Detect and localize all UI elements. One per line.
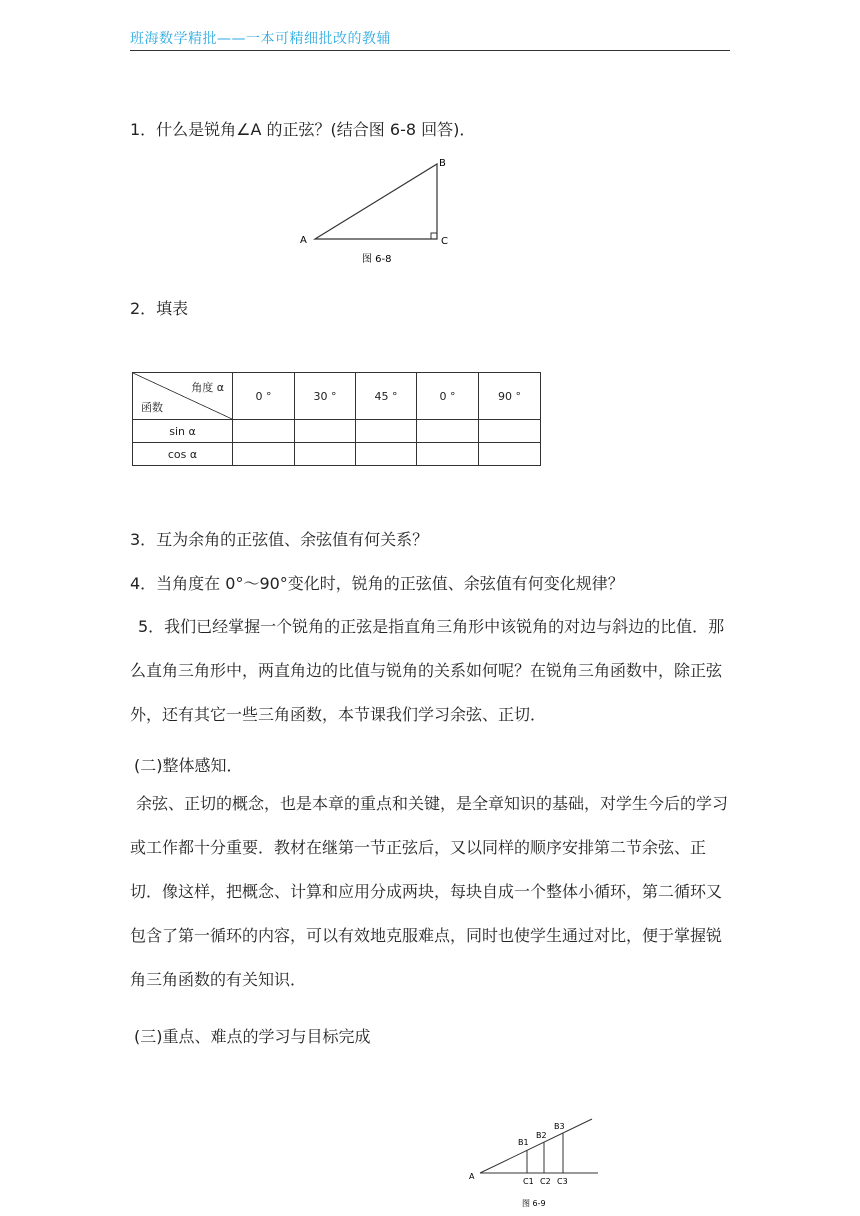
section-2-heading: (二)整体感知．: [134, 756, 243, 775]
table-header-cell: 45 °: [356, 373, 417, 420]
figure-caption: 图 6-8: [362, 254, 392, 265]
question-3: 3．互为余角的正弦值、余弦值有何关系？: [130, 530, 429, 549]
row-label: sin α: [133, 420, 233, 443]
table-header-cell: 0 °: [233, 373, 295, 420]
table-corner-cell: [133, 373, 233, 420]
question-5: 5．我们已经掌握一个锐角的正弦是指直角三角形中该锐角的对边与斜边的比值．那么直角三角形中，两直角边的比值与锐角的关系如何呢？在锐角三角函数中，除正弦外，还有其它一些三角函数，本节课我们学习余弦、正切．: [130, 617, 725, 724]
corner-function-label: 函数: [141, 401, 163, 414]
point-b2-label: B2: [536, 1131, 547, 1140]
table-row: [133, 443, 541, 466]
answer-cell[interactable]: [417, 420, 479, 443]
answer-cell[interactable]: [356, 443, 417, 466]
table-header-cell: 30 °: [295, 373, 356, 420]
corner-angle-label: 角度 α: [191, 381, 224, 394]
point-b1-label: B1: [518, 1138, 529, 1147]
vertex-c-label: C: [441, 236, 448, 247]
question-1: 1．什么是锐角∠A 的正弦？(结合图 6-8 回答)．: [130, 120, 476, 139]
section-2-body: 余弦、正切的概念，也是本章的重点和关键，是全章知识的基础，对学生今后的学习或工作都十分重要．教材在继第一节正弦后，又以同样的顺序安排第二节余弦、正切．像这样，把概念、计算和应用分成两块，每块自成一个整体小循环，第二循环又包含了第一循环的内容，可以有效地克服难点，同时也使学生通过对比，便于掌握锐角三角函数的有关知识．: [130, 794, 729, 989]
answer-cell[interactable]: [295, 443, 356, 466]
answer-cell[interactable]: [356, 420, 417, 443]
header-title: 班海数学精批——一本可精细批改的教辅: [130, 31, 391, 47]
figure-6-8: [295, 152, 465, 270]
point-c2-label: C2: [540, 1177, 551, 1186]
page-header: [130, 28, 730, 51]
point-b3-label: B3: [554, 1122, 565, 1131]
question-4: 4．当角度在 0°～90°变化时，锐角的正弦值、余弦值有何变化规律？: [130, 574, 624, 593]
fill-table: [132, 372, 541, 466]
table-row: [133, 420, 541, 443]
table-header-cell: 0 °: [417, 373, 479, 420]
answer-cell[interactable]: [417, 443, 479, 466]
figure-caption: 图 6-9: [522, 1199, 546, 1208]
figure-6-9: [462, 1112, 608, 1212]
point-c1-label: C1: [523, 1177, 534, 1186]
row-label: cos α: [133, 443, 233, 466]
answer-cell[interactable]: [233, 443, 295, 466]
answer-cell[interactable]: [233, 420, 295, 443]
section-3-heading: (三)重点、难点的学习与目标完成: [134, 1027, 371, 1046]
point-c3-label: C3: [557, 1177, 568, 1186]
table-header-cell: 90 °: [479, 373, 541, 420]
answer-cell[interactable]: [295, 420, 356, 443]
answer-cell[interactable]: [479, 420, 541, 443]
vertex-b-label: B: [439, 158, 446, 169]
vertex-a-label: A: [300, 235, 307, 246]
answer-cell[interactable]: [479, 443, 541, 466]
question-2: 2．填表: [130, 299, 189, 318]
vertex-a-label: A: [469, 1172, 475, 1181]
